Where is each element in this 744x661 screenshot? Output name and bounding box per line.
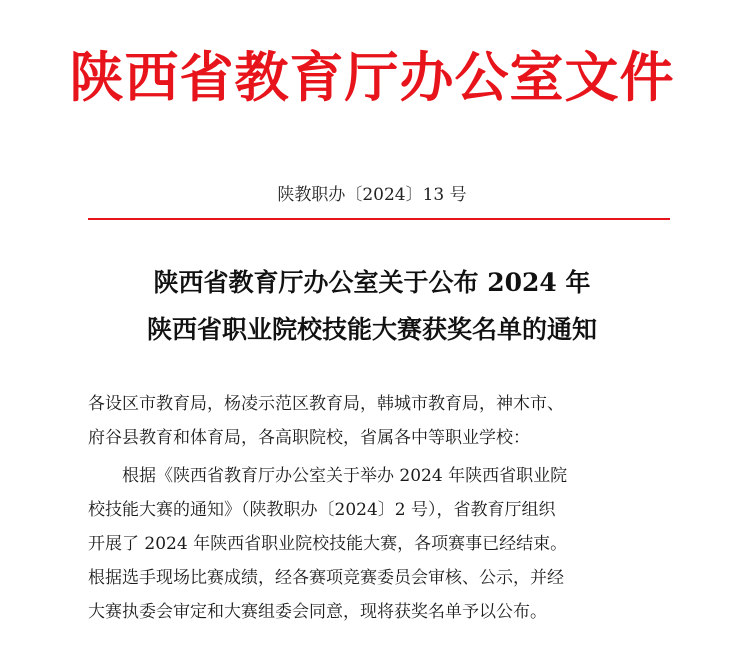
notice-title-line-1: 陕西省教育厅办公室关于公布 2024 年 xyxy=(153,268,591,297)
body-paragraph-line: 大赛执委会审定和大赛组委会同意，现将获奖名单予以公布。 xyxy=(88,602,547,622)
document-masthead: 陕西省教育厅办公室文件 xyxy=(69,45,675,109)
body-paragraph-line: 开展了 2024 年陕西省职业院校技能大赛，各项赛事已经结束。 xyxy=(88,534,568,554)
notice-title-line-2: 陕西省职业院校技能大赛获奖名单的通知 xyxy=(146,315,597,344)
red-divider-line xyxy=(88,218,670,220)
body-paragraph-line: 根据《陕西省教育厅办公室关于举办 2024 年陕西省职业院 xyxy=(122,466,568,486)
document-number: 陕教职办〔2024〕13 号 xyxy=(277,185,467,205)
body-paragraph xyxy=(88,459,688,629)
body-paragraph-line: 校技能大赛的通知》（陕教职办〔2024〕2 号），省教育厅组织 xyxy=(88,500,556,520)
salutation xyxy=(88,387,688,455)
salutation-line: 府谷县教育和体育局，各高职院校，省属各中等职业学校： xyxy=(88,428,530,448)
body-paragraph-line: 根据选手现场比赛成绩，经各赛项竞赛委员会审核、公示，并经 xyxy=(88,568,564,588)
salutation-line: 各设区市教育局，杨凌示范区教育局，韩城市教育局，神木市、 xyxy=(88,394,564,414)
